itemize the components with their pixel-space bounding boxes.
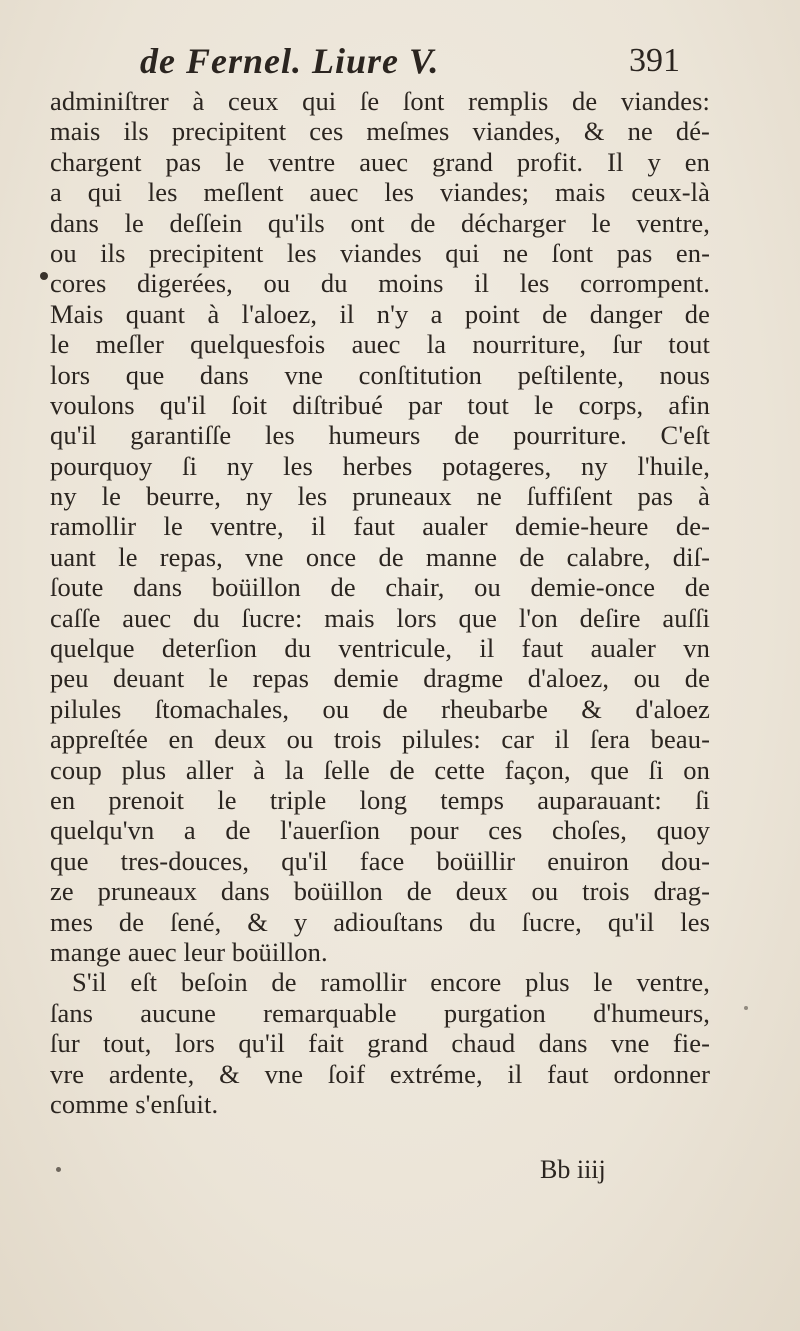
text-line: Mais quant à l'aloez, il n'y a point de danger de <box>50 298 710 329</box>
ink-spot <box>56 1167 61 1172</box>
text-line: ze pruneaux dans boüillon de deux ou trois drag- <box>50 876 710 907</box>
text-line: vre ardente, & vne ſoif extréme, il faut ordonner <box>50 1058 710 1089</box>
text-line: pilules ſtomachales, ou de rheubarbe & d'aloez <box>50 693 710 724</box>
text-line: appreſtée en deux ou trois pilules: car il ſera beau- <box>50 724 710 755</box>
text-line: ramollir le ventre, il faut aualer demie-heure de- <box>50 511 710 542</box>
text-line: que tres-douces, qu'il face boüillir enuiron dou- <box>50 845 710 876</box>
page-number: 391 <box>629 42 680 79</box>
signature-mark: Bb iiij <box>540 1155 606 1184</box>
text-line: le meſler quelquesfois auec la nourriture, ſur tout <box>50 329 710 360</box>
page-header <box>140 40 680 90</box>
text-line: ſoute dans boüillon de chair, ou demie-once de <box>50 572 710 603</box>
text-line: ny le beurre, ny les pruneaux ne ſuffiſent pas à <box>50 481 710 512</box>
text-line: quelqu'vn a de l'auerſion pour ces choſes, quoy <box>50 815 710 846</box>
ink-spot <box>744 1006 748 1010</box>
paragraph-start-line: S'il eſt beſoin de ramollir encore plus le ventre, <box>72 967 710 998</box>
text-line: adminiſtrer à ceux qui ſe ſont remplis de viandes: <box>50 86 710 116</box>
text-line: ſans aucune remarquable purgation d'humeurs, <box>50 997 710 1028</box>
text-line: dans le deſſein qu'ils ont de décharger le ventre, <box>50 207 710 238</box>
text-line: caſſe auec du ſucre: mais lors que l'on deſire auſſi <box>50 602 710 633</box>
text-line: pourquoy ſi ny les herbes potageres, ny l'huile, <box>50 450 710 481</box>
text-line: comme s'enſuit. <box>50 1088 219 1119</box>
text-line: quelque deterſion du ventricule, il faut aualer vn <box>50 633 710 664</box>
text-line: cores digerées, ou du moins il les corrompent. <box>50 268 710 299</box>
ink-spot <box>40 272 48 280</box>
text-line: voulons qu'il ſoit diſtribué par tout le corps, afin <box>50 389 710 420</box>
body-text <box>50 86 710 1119</box>
text-line: chargent pas le ventre auec grand profit. Il y en <box>50 146 710 177</box>
text-line: en prenoit le triple long temps auparauant: ſi <box>50 784 710 815</box>
text-line: mes de ſené, & y adiouſtans du ſucre, qu'il les <box>50 906 710 937</box>
text-line: peu deuant le repas demie dragme d'aloez, ou de <box>50 663 710 694</box>
text-line: coup plus aller à la ſelle de cette façon, que ſi on <box>50 754 710 785</box>
text-line: lors que dans vne conſtitution peſtilente, nous <box>50 359 710 390</box>
text-line: qu'il garantiſſe les humeurs de pourriture. C'eſt <box>50 420 710 451</box>
text-line: mange auec leur boüillon. <box>50 936 328 967</box>
running-title: de Fernel. Liure V. <box>140 41 440 81</box>
text-line: ſur tout, lors qu'il fait grand chaud dans vne fie- <box>50 1028 710 1059</box>
text-line: ou ils precipitent les viandes qui ne ſont pas en- <box>50 237 710 268</box>
text-line: uant le repas, vne once de manne de calabre, diſ- <box>50 541 710 572</box>
text-line: mais ils precipitent ces meſmes viandes, & ne dé- <box>50 116 710 147</box>
text-line: a qui les meſlent auec les viandes; mais ceux-là <box>50 177 710 208</box>
